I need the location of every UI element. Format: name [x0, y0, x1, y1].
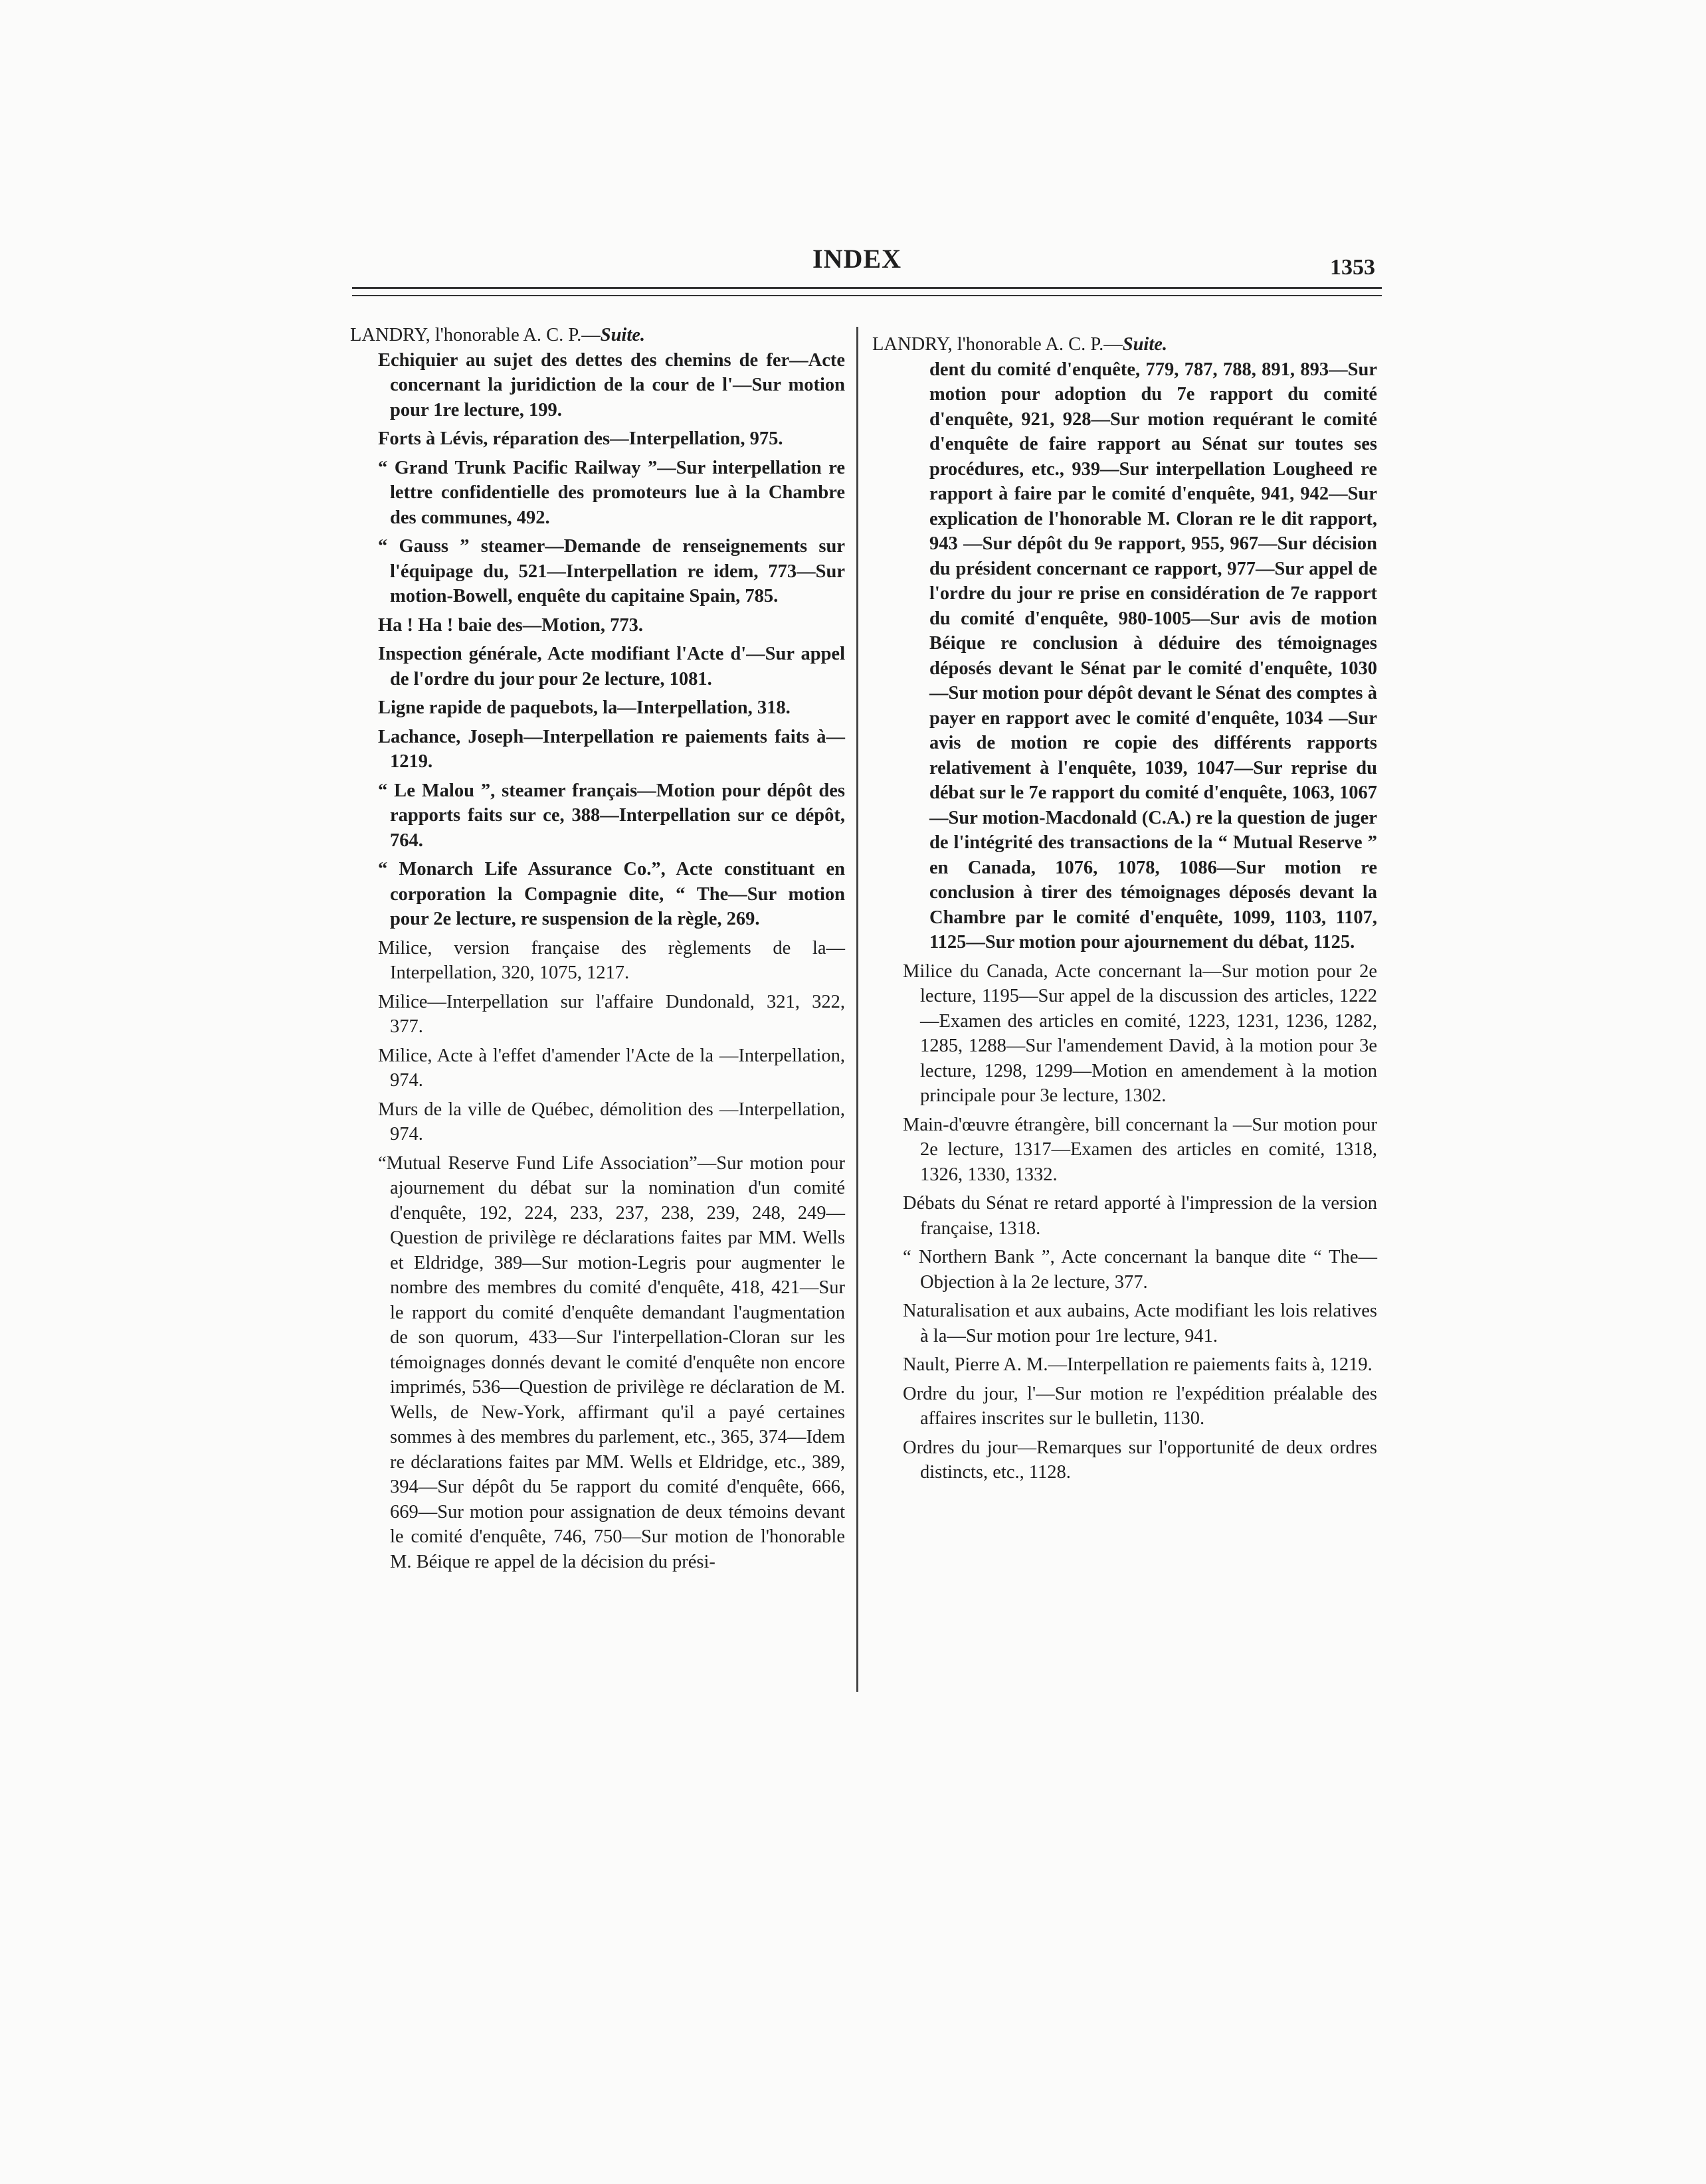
page-number: 1353	[1330, 255, 1375, 280]
heading-name: LANDRY, l'honorable A. C. P.—	[350, 325, 601, 345]
heading-suffix: Suite.	[600, 325, 646, 345]
header-rule-top	[352, 287, 1382, 289]
index-entry: Naturalisation et aux aubains, Acte modifiant les lois relatives à la—Sur motion pour 1re lecture, 941.	[903, 1301, 1377, 1346]
index-entry: Echiquier au sujet des dettes des chemins de fer—Acte concernant la juridiction de la cour de l'—Sur motion pour 1re lecture, 199.	[378, 349, 845, 420]
index-entry: Milice—Interpellation sur l'affaire Dundonald, 321, 322, 377.	[378, 991, 845, 1037]
index-entry: “ Northern Bank ”, Acte concernant la banque dite “ The—Objection à la 2e lecture, 377.	[903, 1247, 1377, 1293]
right-column-heading	[872, 332, 1377, 357]
index-entry: “ Grand Trunk Pacific Railway ”—Sur interpellation re lettre confidentielle des promoteurs lue à la Chambre des communes, 492.	[378, 457, 845, 528]
index-entry: Ordre du jour, l'—Sur motion re l'expédition préalable des affaires inscrites sur le bulletin, 1130.	[903, 1383, 1377, 1429]
page-title: INDEX	[812, 244, 901, 274]
right-column	[872, 332, 1377, 1489]
index-entry: Inspection générale, Acte modifiant l'Acte d'—Sur appel de l'ordre du jour pour 2e lecture, 1081.	[378, 644, 845, 689]
column-divider	[856, 327, 858, 1692]
heading-suffix: Suite.	[1122, 334, 1168, 355]
index-entry: Main-d'œuvre étrangère, bill concernant la —Sur motion pour 2e lecture, 1317—Examen des articles en comité, 1318, 1326, 1330, 1332.	[903, 1114, 1377, 1185]
index-entry: Milice, Acte à l'effet d'amender l'Acte de la —Interpellation, 974.	[378, 1045, 845, 1091]
index-entry: “ Monarch Life Assurance Co.”, Acte constituant en corporation la Compagnie dite, “ The—Sur motion pour 2e lecture, re suspension de la règle, 269.	[378, 859, 845, 929]
index-entry: “ Le Malou ”, steamer français—Motion pour dépôt des rapports faits sur ce, 388—Interpellation sur ce dépôt, 764.	[378, 780, 845, 851]
index-entry: Débats du Sénat re retard apporté à l'impression de la version française, 1318.	[903, 1193, 1377, 1239]
index-entry: Forts à Lévis, réparation des—Interpellation, 975.	[378, 428, 783, 449]
index-entry: Ordres du jour—Remarques sur l'opportunité de deux ordres distincts, etc., 1128.	[903, 1437, 1377, 1483]
left-column	[350, 323, 845, 1578]
index-entry: “ Gauss ” steamer—Demande de renseignements sur l'équipage du, 521—Interpellation re idem, 773—Sur motion-Bowell, enquête du capitaine Spain, 785.	[378, 536, 845, 606]
header-rule-bottom	[352, 295, 1382, 296]
index-entry-continuation: dent du comité d'enquête, 779, 787, 788, 891, 893—Sur motion pour adoption du 7e rapport du comité d'enquête, 921, 928—Sur motion requérant le comité d'enquête de faire rapport au Sénat sur toutes ses procédures, etc., 939—Sur interpellation Lougheed re rapport à faire par le comité d'enquête, 941, 942—Sur explication de l'honorable M. Cloran re le dit rapport, 943 —Sur dépôt du 9e rapport, 955, 967—Sur décision du président concernant ce rapport, 977—Sur appel de l'ordre du jour re prise en considération de 7e rapport du comité d'enquête, 980-1005—Sur avis de motion Béique re conclusion à déduire des témoignages déposés devant le Sénat par le comité d'enquête, 1030—Sur motion pour dépôt devant le Sénat des comptes à payer en rapport avec le comité d'enquête, 1034 —Sur avis de motion re copie des différents rapports relativement à l'enquête, 1039, 1047—Sur reprise du débat sur le 7e rapport du comité d'enquête, 1063, 1067—Sur motion-Macdonald (C.A.) re la question de juger de l'intégrité des transactions de la “ Mutual Reserve ” en Canada, 1076, 1078, 1086—Sur motion re conclusion à tirer des témoignages déposés devant la Chambre par le comité d'enquête, 1099, 1103, 1107, 1125—Sur motion pour ajournement du débat, 1125.	[929, 359, 1377, 953]
index-entry: Murs de la ville de Québec, démolition des —Interpellation, 974.	[378, 1099, 845, 1144]
index-entry: Milice du Canada, Acte concernant la—Sur motion pour 2e lecture, 1195—Sur appel de la discussion des articles, 1222—Examen des articles en comité, 1223, 1231, 1236, 1282, 1285, 1288—Sur l'amendement David, à la motion pour 3e lecture, 1298, 1299—Motion en amendement à la motion principale pour 3e lecture, 1302.	[903, 960, 1377, 1106]
index-entry: Ha ! Ha ! baie des—Motion, 773.	[378, 614, 643, 636]
index-entry: “Mutual Reserve Fund Life Association”—Sur motion pour ajournement du débat sur la nomination d'un comité d'enquête, 192, 224, 233, 237, 238, 239, 248, 249—Question de privilège re déclarations faites par MM. Wells et Eldridge, 389—Sur motion-Legris pour augmenter le nombre des membres du comité d'enquête, 418, 421—Sur le rapport du comité d'enquête demandant l'augmentation de son quorum, 433—Sur l'interpellation-Cloran sur les témoignages donnés devant le comité d'enquête non encore imprimés, 536—Question de privilège re déclaration de M. Wells, de New-York, affirmant qu'il a payé certaines sommes à des membres du parlement, etc., 365, 374—Idem re déclarations faites par MM. Wells et Eldridge, etc., 389, 394—Sur dépôt du 5e rapport du comité d'enquête, 666, 669—Sur motion pour assignation de deux témoins devant le comité d'enquête, 746, 750—Sur motion de l'honorable M. Béique re appel de la décision du prési-	[378, 1152, 845, 1572]
left-column-heading	[350, 323, 845, 348]
heading-name: LANDRY, l'honorable A. C. P.—	[872, 334, 1123, 355]
index-entry: Ligne rapide de paquebots, la—Interpellation, 318.	[378, 697, 791, 718]
index-entry: Nault, Pierre A. M.—Interpellation re paiements faits à, 1219.	[903, 1354, 1373, 1375]
index-entry: Lachance, Joseph—Interpellation re paiements faits à—1219.	[378, 726, 845, 772]
index-entry: Milice, version française des règlements de la—Interpellation, 320, 1075, 1217.	[378, 937, 845, 983]
